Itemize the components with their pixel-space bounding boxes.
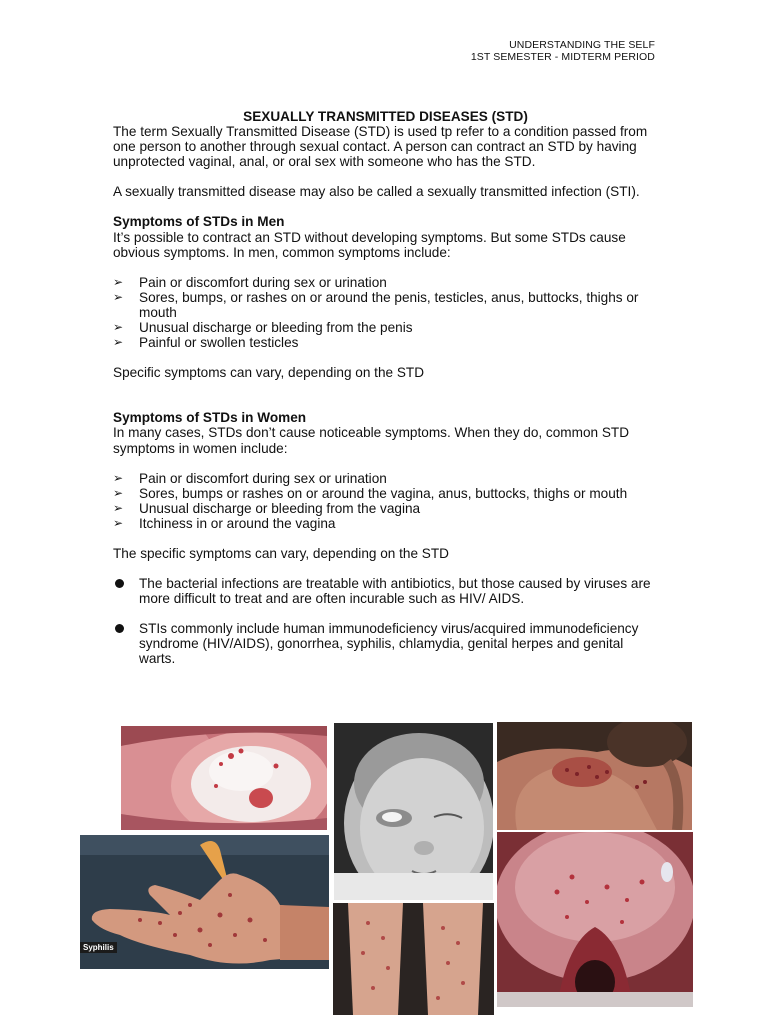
infant-face-photo: [334, 723, 493, 900]
back-rash-photo: [497, 722, 692, 830]
key-points-list: [113, 576, 658, 666]
hand-rash-photo: [80, 835, 329, 969]
men-intro: It’s possible to contract an STD without developing symptoms. But some STDs cause obvious symptoms. In men, common symptoms include:: [113, 229, 626, 260]
list-item: ➢ Sores, bumps or rashes on or around the vagina, anus, buttocks, thighs or mouth: [113, 485, 628, 501]
sti-paragraph: A sexually transmitted disease may also be called a sexually transmitted infection (STI).: [113, 184, 640, 200]
list-item: ➢ Painful or swollen testicles: [113, 335, 299, 351]
list-item: ➢ Sores, bumps, or rashes on or around the penis, testicles, anus, buttocks, thighs or mouth: [113, 289, 639, 320]
list-item: ➢ Itchiness in or around the vagina: [113, 515, 336, 531]
list-item: STIs commonly include human immunodeficiency virus/acquired immunodeficiency syndrome (HIV/AIDS), gonorrhea, syphilis, chlamydia, genital herpes and genital warts.: [113, 621, 658, 666]
page-header: [471, 39, 655, 63]
men-closing: Specific symptoms can vary, depending on the STD: [113, 365, 425, 381]
intro-paragraph: The term Sexually Transmitted Disease (STD) is used tp refer to a condition passed from one person to another through sexual contact. A person can contract an STD by having unprotected vaginal, anal, or oral sex with someone who has the STD.: [113, 124, 648, 170]
photo-caption: Syphilis: [80, 942, 117, 953]
women-closing: The specific symptoms can vary, depending on the STD: [113, 545, 449, 561]
arrow-bullet-icon: ➢: [113, 335, 124, 350]
list-item: ➢ Pain or discomfort during sex or urination: [113, 470, 387, 486]
dot-bullet-icon: [115, 624, 124, 633]
arrow-bullet-icon: ➢: [113, 470, 124, 485]
legs-rash-photo: [333, 903, 494, 1015]
document-title: SEXUALLY TRANSMITTED DISEASES (STD): [243, 109, 528, 124]
header-course: UNDERSTANDING THE SELF: [509, 39, 655, 51]
list-item: The bacterial infections are treatable with antibiotics, but those caused by viruses are more difficult to treat and are often incurable such as HIV/ AIDS.: [113, 576, 658, 606]
list-item: ➢ Pain or discomfort during sex or urination: [113, 274, 387, 290]
throat-lesion-photo: [497, 832, 693, 1007]
document-body: [113, 109, 658, 667]
list-item: ➢ Unusual discharge or bleeding from the penis: [113, 320, 413, 336]
women-heading: Symptoms of STDs in Women: [113, 410, 307, 426]
women-intro: In many cases, STDs don’t cause noticeable symptoms. When they do, common STD symptoms in women include:: [113, 425, 630, 456]
men-heading: Symptoms of STDs in Men: [113, 214, 285, 230]
arrow-bullet-icon: ➢: [113, 320, 124, 335]
dot-bullet-icon: [115, 579, 124, 588]
men-symptom-list: [113, 275, 658, 350]
arrow-bullet-icon: ➢: [113, 515, 124, 530]
oral-lesion-photo: [121, 726, 327, 830]
arrow-bullet-icon: ➢: [113, 289, 124, 304]
arrow-bullet-icon: ➢: [113, 500, 124, 515]
arrow-bullet-icon: ➢: [113, 274, 124, 289]
women-symptom-list: [113, 471, 658, 531]
list-item: ➢ Unusual discharge or bleeding from the vagina: [113, 500, 421, 516]
header-term: 1ST SEMESTER - MIDTERM PERIOD: [470, 51, 655, 63]
arrow-bullet-icon: ➢: [113, 485, 124, 500]
